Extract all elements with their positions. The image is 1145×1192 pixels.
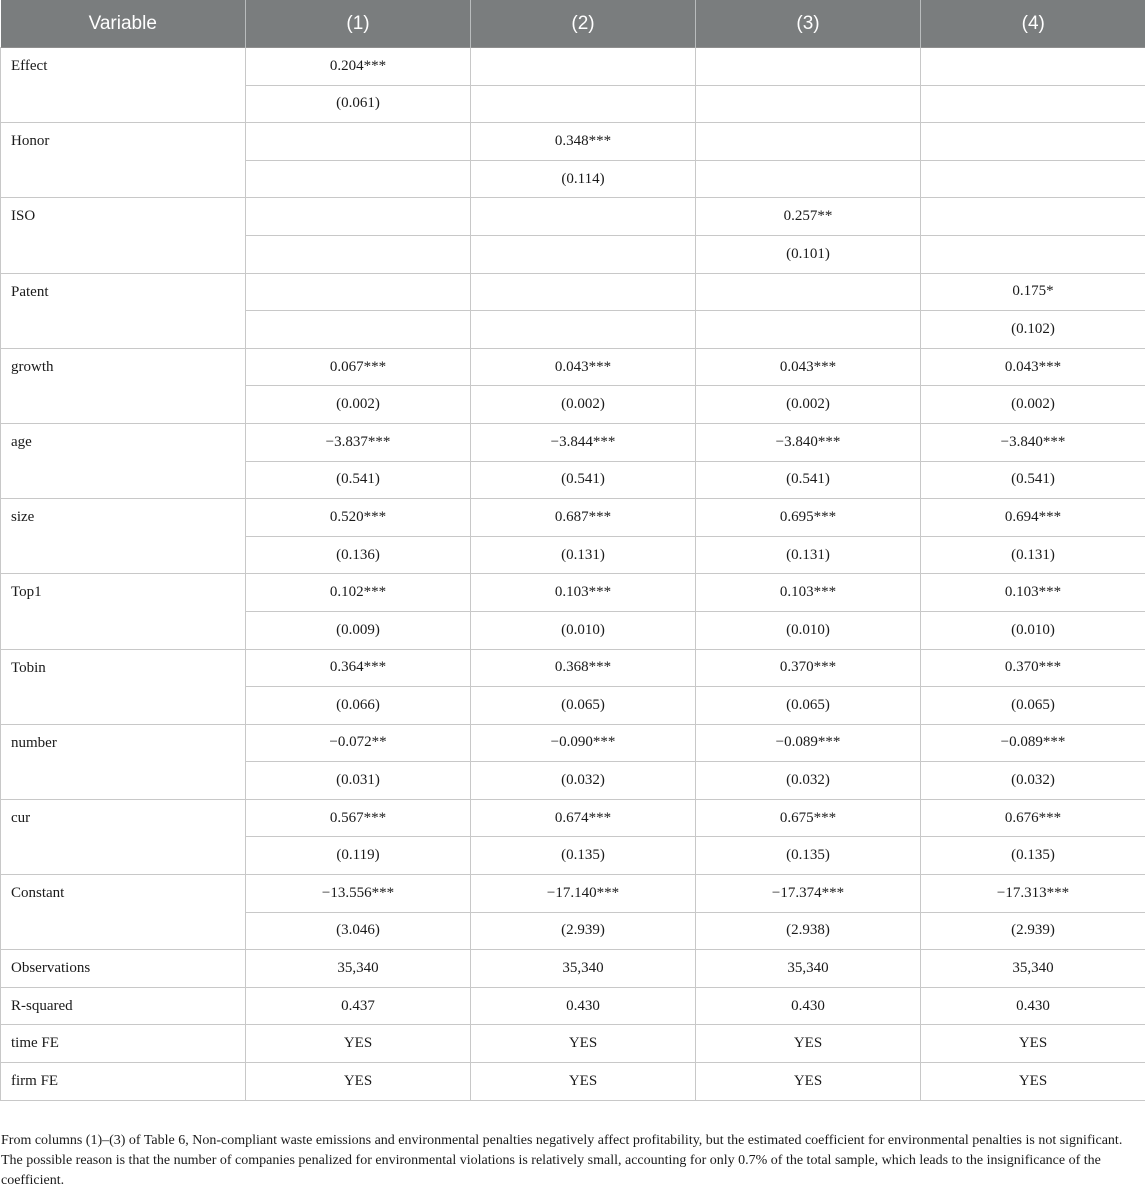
se-cell: [471, 311, 696, 349]
se-cell: (0.032): [471, 762, 696, 800]
se-cell: (3.046): [246, 912, 471, 950]
coef-cell: 0.695***: [696, 499, 921, 537]
coef-cell: 0.676***: [921, 799, 1145, 837]
coef-cell: 0.103***: [471, 574, 696, 612]
se-cell: (0.541): [471, 461, 696, 499]
table-header: [1, 0, 1145, 48]
coef-cell: 0.043***: [471, 348, 696, 386]
coef-cell: −17.313***: [921, 875, 1145, 913]
coef-cell: −3.840***: [696, 423, 921, 461]
value-cell: YES: [696, 1025, 921, 1063]
coef-cell: 0.103***: [921, 574, 1145, 612]
coef-cell: 0.520***: [246, 499, 471, 537]
se-cell: (0.101): [696, 235, 921, 273]
se-cell: [921, 160, 1145, 198]
variable-label: Observations: [1, 950, 246, 988]
coef-cell: [696, 273, 921, 311]
coef-cell: [696, 123, 921, 161]
se-cell: [246, 235, 471, 273]
coef-cell: 0.368***: [471, 649, 696, 687]
variable-label: cur: [1, 799, 246, 874]
se-cell: [921, 85, 1145, 123]
coef-cell: 0.175*: [921, 273, 1145, 311]
se-cell: (0.009): [246, 611, 471, 649]
se-cell: [921, 235, 1145, 273]
table-row: [1, 1063, 1145, 1101]
value-cell: YES: [921, 1025, 1145, 1063]
coef-cell: 0.103***: [696, 574, 921, 612]
table-body: [1, 48, 1145, 1101]
coef-cell: 0.043***: [921, 348, 1145, 386]
variable-label: firm FE: [1, 1063, 246, 1101]
coef-cell: −0.089***: [921, 724, 1145, 762]
value-cell: 35,340: [921, 950, 1145, 988]
coef-cell: [921, 198, 1145, 236]
table-row: [1, 273, 1145, 311]
coef-cell: [696, 48, 921, 86]
table-row: [1, 950, 1145, 988]
coef-cell: 0.257**: [696, 198, 921, 236]
table-row: [1, 799, 1145, 837]
variable-label: number: [1, 724, 246, 799]
se-cell: (0.031): [246, 762, 471, 800]
table-row: [1, 1025, 1145, 1063]
se-cell: [471, 235, 696, 273]
coef-cell: 0.348***: [471, 123, 696, 161]
coef-cell: [921, 48, 1145, 86]
se-cell: [696, 160, 921, 198]
coef-cell: 0.043***: [696, 348, 921, 386]
variable-label: size: [1, 499, 246, 574]
table-row: [1, 198, 1145, 236]
coef-cell: [471, 48, 696, 86]
coef-cell: −0.089***: [696, 724, 921, 762]
coef-cell: 0.675***: [696, 799, 921, 837]
table-row: [1, 724, 1145, 762]
coef-cell: −13.556***: [246, 875, 471, 913]
variable-label: Effect: [1, 48, 246, 123]
se-cell: (0.032): [921, 762, 1145, 800]
se-cell: [246, 160, 471, 198]
se-cell: (0.002): [471, 386, 696, 424]
table-row: [1, 649, 1145, 687]
se-cell: (0.002): [921, 386, 1145, 424]
coef-cell: 0.364***: [246, 649, 471, 687]
se-cell: (0.131): [471, 536, 696, 574]
value-cell: YES: [471, 1025, 696, 1063]
coef-cell: 0.204***: [246, 48, 471, 86]
value-cell: 35,340: [471, 950, 696, 988]
coef-cell: 0.370***: [696, 649, 921, 687]
value-cell: 0.430: [696, 987, 921, 1025]
coef-cell: −0.090***: [471, 724, 696, 762]
table-row: [1, 123, 1145, 161]
se-cell: (0.119): [246, 837, 471, 875]
se-cell: (0.066): [246, 687, 471, 725]
value-cell: YES: [246, 1025, 471, 1063]
table-row: [1, 499, 1145, 537]
se-cell: (2.938): [696, 912, 921, 950]
coef-cell: 0.567***: [246, 799, 471, 837]
se-cell: [246, 311, 471, 349]
se-cell: (0.135): [471, 837, 696, 875]
value-cell: 0.430: [921, 987, 1145, 1025]
coef-cell: −3.840***: [921, 423, 1145, 461]
se-cell: (0.010): [921, 611, 1145, 649]
coef-cell: 0.674***: [471, 799, 696, 837]
header-variable: Variable: [1, 0, 246, 48]
variable-label: Constant: [1, 875, 246, 950]
coef-cell: [471, 198, 696, 236]
se-cell: [696, 311, 921, 349]
se-cell: (0.541): [921, 461, 1145, 499]
coef-cell: 0.694***: [921, 499, 1145, 537]
se-cell: (0.131): [696, 536, 921, 574]
coef-cell: [921, 123, 1145, 161]
se-cell: [471, 85, 696, 123]
value-cell: 35,340: [246, 950, 471, 988]
se-cell: (2.939): [921, 912, 1145, 950]
se-cell: (0.002): [246, 386, 471, 424]
se-cell: (0.135): [696, 837, 921, 875]
coef-cell: [246, 198, 471, 236]
table-row: [1, 987, 1145, 1025]
se-cell: (0.002): [696, 386, 921, 424]
se-cell: (0.541): [246, 461, 471, 499]
table-row: [1, 875, 1145, 913]
coef-cell: 0.102***: [246, 574, 471, 612]
se-cell: (0.136): [246, 536, 471, 574]
se-cell: (2.939): [471, 912, 696, 950]
se-cell: (0.541): [696, 461, 921, 499]
variable-label: R-squared: [1, 987, 246, 1025]
header-col-4: (4): [921, 0, 1145, 48]
se-cell: (0.065): [696, 687, 921, 725]
variable-label: age: [1, 423, 246, 498]
variable-label: Tobin: [1, 649, 246, 724]
coef-cell: [471, 273, 696, 311]
se-cell: (0.065): [471, 687, 696, 725]
coef-cell: 0.687***: [471, 499, 696, 537]
table-row: [1, 574, 1145, 612]
table-row: [1, 348, 1145, 386]
value-cell: YES: [471, 1063, 696, 1101]
se-cell: [696, 85, 921, 123]
se-cell: (0.010): [696, 611, 921, 649]
coef-cell: −17.374***: [696, 875, 921, 913]
variable-label: Top1: [1, 574, 246, 649]
value-cell: 0.437: [246, 987, 471, 1025]
header-col-2: (2): [471, 0, 696, 48]
se-cell: (0.010): [471, 611, 696, 649]
se-cell: (0.135): [921, 837, 1145, 875]
table-row: [1, 48, 1145, 86]
header-col-3: (3): [696, 0, 921, 48]
table-footnote: From columns (1)–(3) of Table 6, Non-compliant waste emissions and environmental penalties negatively affect profitability, but the estimated coefficient for environmental penalties is not significant. The possible reason is that the number of companies penalized for environmental violations is relatively small, accounting for only 0.7% of the total sample, which leads to the insignificance of the coefficient.: [1, 1133, 1123, 1188]
variable-label: ISO: [1, 198, 246, 273]
header-col-1: (1): [246, 0, 471, 48]
coef-cell: −3.844***: [471, 423, 696, 461]
se-cell: (0.061): [246, 85, 471, 123]
coef-cell: 0.370***: [921, 649, 1145, 687]
variable-label: Patent: [1, 273, 246, 348]
table-row: [1, 423, 1145, 461]
coef-cell: −3.837***: [246, 423, 471, 461]
se-cell: (0.032): [696, 762, 921, 800]
value-cell: YES: [921, 1063, 1145, 1101]
value-cell: YES: [246, 1063, 471, 1101]
coef-cell: 0.067***: [246, 348, 471, 386]
se-cell: (0.114): [471, 160, 696, 198]
value-cell: 0.430: [471, 987, 696, 1025]
coef-cell: [246, 273, 471, 311]
coef-cell: [246, 123, 471, 161]
variable-label: Honor: [1, 123, 246, 198]
se-cell: (0.131): [921, 536, 1145, 574]
value-cell: YES: [696, 1063, 921, 1101]
coef-cell: −0.072**: [246, 724, 471, 762]
se-cell: (0.065): [921, 687, 1145, 725]
coef-cell: −17.140***: [471, 875, 696, 913]
se-cell: (0.102): [921, 311, 1145, 349]
value-cell: 35,340: [696, 950, 921, 988]
header-row: [1, 0, 1145, 48]
variable-label: growth: [1, 348, 246, 423]
variable-label: time FE: [1, 1025, 246, 1063]
